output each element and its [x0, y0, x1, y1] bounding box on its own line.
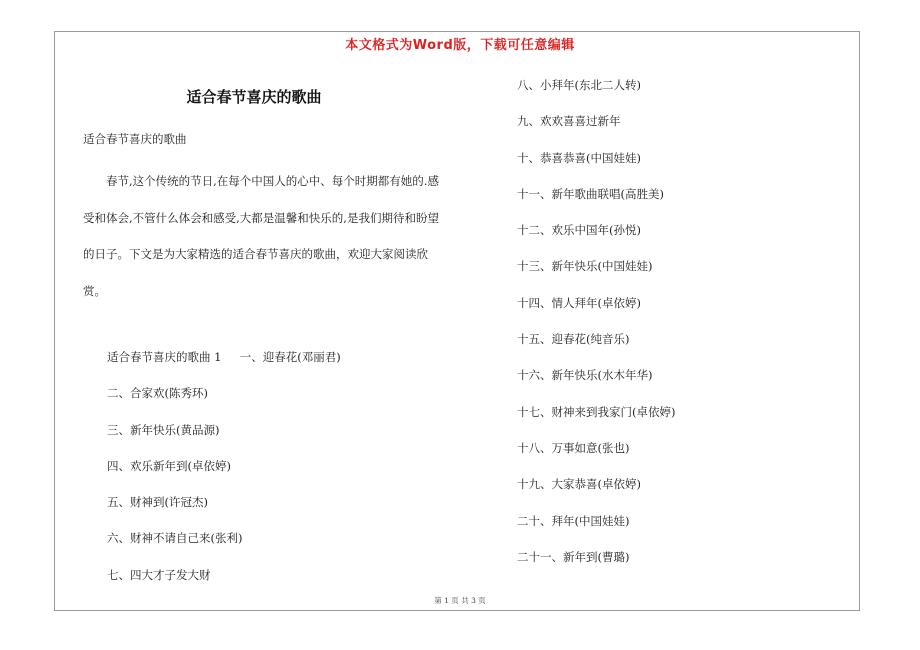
- document-subtitle: 适合春节喜庆的歌曲: [83, 132, 187, 146]
- list-item: 十九、大家恭喜(卓依婷): [517, 477, 641, 492]
- list-item: 十、恭喜恭喜(中国娃娃): [517, 150, 641, 165]
- intro-paragraph: 春节,这个传统的节日,在每个中国人的心中、每个时期都有她的.感受和体会,不管什么体会和感受,大都是温馨和快乐的,是我们期待和盼望的日子。下文是为大家精选的适合春节喜庆的歌曲，欢迎大家阅读欣赏。: [83, 174, 439, 298]
- list-item: 九、欢欢喜喜过新年: [517, 114, 621, 129]
- list-item: 十三、新年快乐(中国娃娃): [517, 259, 653, 274]
- list-item: 三、新年快乐(黄品源): [107, 422, 220, 437]
- song-list-right: [517, 75, 675, 583]
- list-item: 五、财神到(许冠杰): [107, 495, 208, 510]
- list-item: 八、小拜年(东北二人转): [517, 78, 641, 92]
- list-item: 七、四大才子发大财: [107, 567, 211, 582]
- list-item: 十四、情人拜年(卓依婷): [517, 295, 641, 310]
- list-item: 十七、财神来到我家门(卓依婷): [517, 404, 676, 419]
- list-item: 适合春节喜庆的歌曲 1 一、迎春花(邓丽君): [107, 350, 341, 364]
- document-title: 适合春节喜庆的歌曲: [186, 88, 322, 106]
- list-item: 十一、新年歌曲联唱(高胜美): [517, 186, 664, 201]
- list-item: 六、财神不请自己来(张利): [107, 531, 243, 546]
- word-format-banner: 本文格式为Word版，下载可任意编辑: [345, 38, 575, 53]
- list-item: 十二、欢乐中国年(孙悦): [517, 223, 641, 238]
- page-number-footer: 第 1 页 共 3 页: [434, 596, 486, 605]
- list-item: 十五、迎春花(纯音乐): [517, 332, 630, 347]
- list-item: 四、欢乐新年到(卓依婷): [107, 458, 231, 473]
- list-item: 二十、拜年(中国娃娃): [517, 513, 630, 528]
- list-item: 二、合家欢(陈秀环): [107, 386, 208, 401]
- list-item: 十八、万事如意(张也): [517, 440, 630, 455]
- list-item: 二十一、新年到(曹璐): [517, 549, 630, 564]
- song-list-left: [107, 347, 341, 601]
- list-item: 十六、新年快乐(水木年华): [517, 368, 653, 383]
